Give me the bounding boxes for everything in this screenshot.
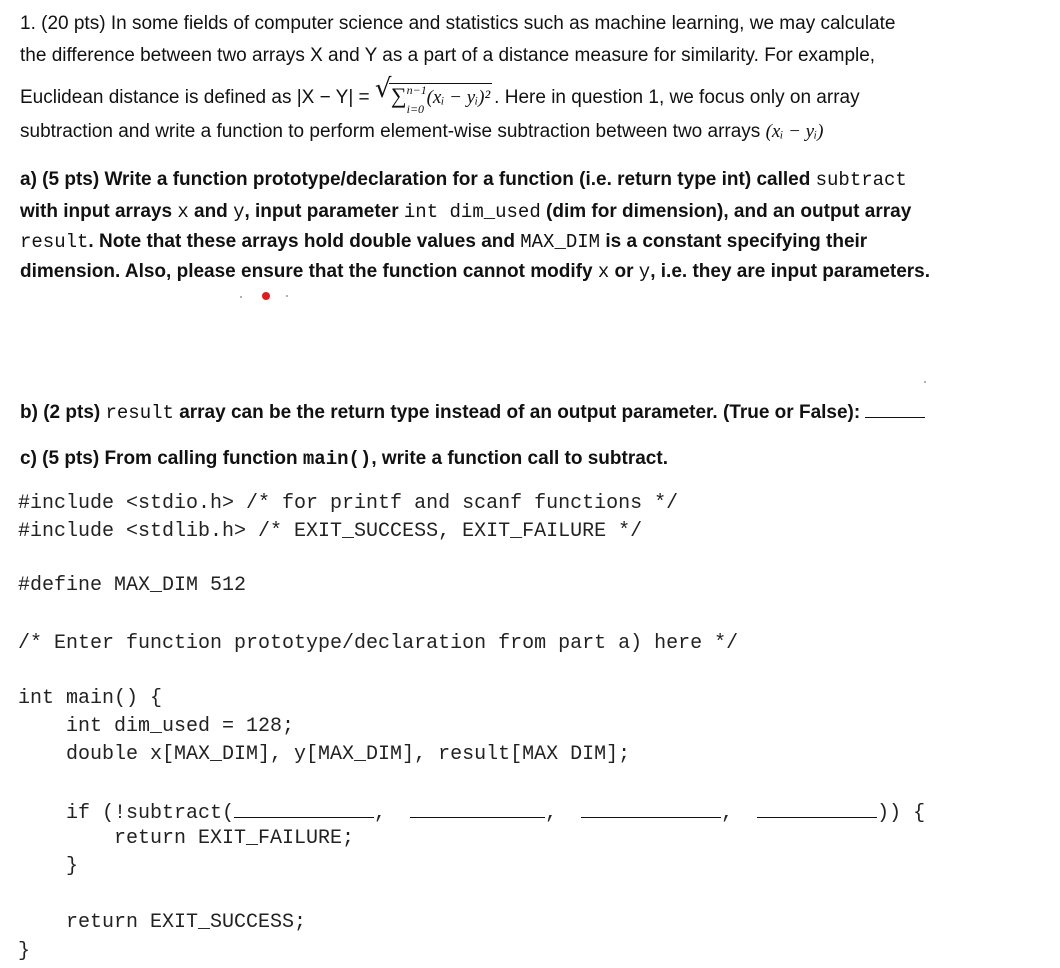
code-y: y [233, 201, 245, 223]
euclid-rest: . Here in question 1, we focus only on array [494, 87, 860, 108]
code-line-if-subtract [18, 799, 925, 826]
code-dim-used: int dim_used [403, 201, 541, 223]
code-main: main() [302, 448, 372, 470]
part-a-line-3 [20, 230, 867, 254]
argument-blank-3[interactable] [581, 799, 721, 818]
question-intro-line-4 [20, 120, 823, 144]
code-x: x [597, 261, 610, 283]
code-result: result [105, 402, 174, 424]
part-a-text: or [614, 261, 634, 282]
comma: , [545, 802, 558, 825]
part-a-text: is a constant specifying their [605, 231, 868, 252]
red-dot-mark [262, 292, 270, 300]
code-line-close-if: } [18, 855, 79, 878]
scan-speck [924, 381, 926, 383]
part-a-text: dimension. Also, please ensure that the function cannot modify [20, 261, 593, 282]
part-b-text: b) (2 pts) [20, 402, 101, 423]
part-c-line [20, 447, 668, 471]
question-intro-line-2: the difference between two arrays X and Y as a part of a distance measure for similarity. For example, [20, 45, 876, 66]
code-if-end: )) { [877, 802, 926, 825]
code-line-dim-used: int dim_used = 128; [18, 715, 295, 738]
part-c-text: c) (5 pts) From calling function [20, 448, 298, 469]
part-c-text: , write a function call to subtract. [371, 448, 668, 469]
code-line-return-success: return EXIT_SUCCESS; [18, 911, 307, 934]
part-b-text: array can be the return type instead of an output parameter. (True or False): [179, 402, 861, 423]
code-line-include-stdio: #include <stdio.h> /* for printf and scanf functions */ [18, 492, 679, 515]
part-a-line-2 [20, 200, 911, 224]
sum-lower-limit: i=0 [406, 102, 425, 116]
code-line-close-main: } [18, 940, 31, 963]
sum-body: (xᵢ − yᵢ)² [426, 87, 491, 108]
part-a-text: . Note that these arrays hold double values and [88, 231, 515, 252]
part-a-text: , input parameter [244, 201, 399, 222]
code-x: x [177, 201, 189, 223]
code-line-return-failure: return EXIT_FAILURE; [18, 827, 355, 850]
euclid-text: Euclidean distance is defined as |X − Y| = [20, 87, 370, 108]
part-a-text: , i.e. they are input parameters. [650, 261, 931, 282]
code-if-text: if (!subtract( [18, 802, 235, 825]
part-a-text: with input arrays [20, 201, 173, 222]
comma: , [374, 802, 387, 825]
comma: , [721, 802, 734, 825]
code-subtract: subtract [815, 169, 907, 191]
question-intro-line-3 [20, 83, 860, 116]
argument-blank-4[interactable] [757, 799, 877, 818]
code-y: y [638, 261, 651, 283]
part-a-line-1 [20, 168, 907, 192]
code-line-include-stdlib: #include <stdlib.h> /* EXIT_SUCCESS, EXIT_FAILURE */ [18, 520, 643, 543]
code-line-main: int main() { [18, 687, 163, 710]
part-a-text: a) (5 pts) Write a function prototype/declaration for a function (i.e. return type int) called [20, 169, 811, 190]
scan-speck [240, 296, 242, 298]
part-a-text: and [194, 201, 228, 222]
part-b-line [20, 399, 925, 425]
part-a-text: (dim for dimension), and an output array [546, 201, 912, 222]
code-line-define: #define MAX_DIM 512 [18, 574, 247, 597]
code-result: result [20, 231, 89, 253]
argument-blank-1[interactable] [234, 799, 374, 818]
answer-blank[interactable] [865, 399, 925, 418]
question-intro-line-1: 1. (20 pts) In some fields of computer science and statistics such as machine learning, we may calculate [20, 13, 896, 34]
intro-line-4-math: (xᵢ − yᵢ) [765, 121, 824, 142]
code-line-comment: /* Enter function prototype/declaration from part a) here */ [18, 632, 739, 655]
intro-line-4-text: subtraction and write a function to perform element-wise subtraction between two arrays [20, 121, 761, 142]
part-a-line-4 [20, 260, 930, 284]
argument-blank-2[interactable] [410, 799, 545, 818]
code-max-dim: MAX_DIM [520, 231, 601, 253]
sqrt-formula [375, 83, 492, 116]
sum-upper-limit: n−1 [406, 83, 427, 97]
sum-symbol: ∑ [390, 83, 407, 108]
scan-speck [286, 295, 288, 297]
code-line-arrays: double x[MAX_DIM], y[MAX_DIM], result[MAX DIM]; [18, 743, 631, 766]
